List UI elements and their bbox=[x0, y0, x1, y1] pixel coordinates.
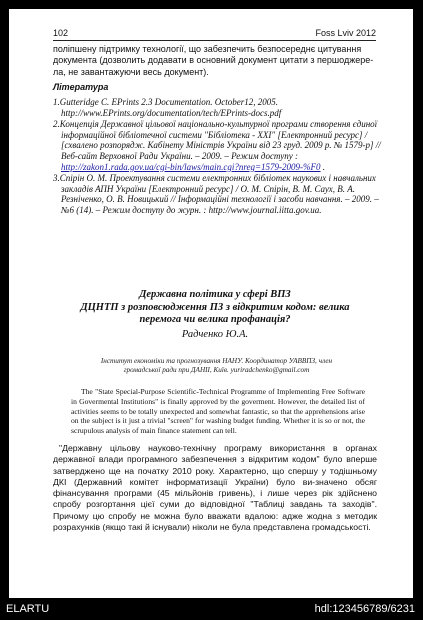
status-bar bbox=[0, 598, 423, 620]
reference-item bbox=[53, 119, 383, 172]
reference-list bbox=[53, 97, 383, 217]
reference-number: 3. bbox=[53, 173, 60, 184]
header-rule bbox=[53, 40, 376, 41]
conference-name: Foss Lviv 2012 bbox=[315, 28, 376, 38]
article-title bbox=[53, 289, 377, 327]
body-paragraph: "Державну цільову науково-технічну програму використання в органах державної влади програмного забезпечення з відкритим кодом" було вперше затверджено ще на початку 2010 року. Характерно, що спершу у тодішньому ДКІ (Державний комітет інформатизації України) було ви-значено обсяг фінансування програми (45 мільйонів гривень), і лише через рік здійснено спробу розгортання цієї суми до відповідної "Таблиці завдань та заходів". Причому цю спробу не можна було вважати вдалою: адже жодна з методик розрахунків (якщо такі й існували) ніколи не була представлена громадськості. bbox=[53, 443, 377, 533]
reference-number: 1. bbox=[53, 97, 60, 107]
reference-text: Концепція Державної цільової національно-культурної програми створення єдиної інформаційної бібліотечної системи "Бібліотека - XXI" [Електронний ресурс] / [схвалено розпорядж. Кабінету Міністрів України від 23 груд. 2009 р. № 1579-р] // Веб-сайт Верховної Ради України. – 2009. – Режим доступу : bbox=[59, 119, 381, 161]
reference-tail: . bbox=[320, 161, 326, 172]
reference-text: Gutteridge C. EPrints 2.3 Documentation. October12, 2005. http://www.EPrints.org/documentation/tech/EPrints-docs.pdf bbox=[59, 97, 282, 118]
repository-name: ELARTU bbox=[6, 603, 50, 615]
reference-number: 2. bbox=[53, 119, 60, 130]
handle-id[interactable]: hdl:123456789/6231 bbox=[314, 603, 415, 615]
literature-heading: Література bbox=[53, 82, 109, 92]
author-affiliation bbox=[69, 357, 364, 376]
article-title-line: перемога чи велика профанація? bbox=[139, 314, 291, 326]
article-title-line: Державна політика у сфері ВПЗ bbox=[139, 289, 291, 300]
reference-item bbox=[53, 173, 383, 215]
article-title-line: ДЦНТП з розповсюдження ПЗ з відкритим кодом: велика bbox=[80, 301, 350, 313]
document-page bbox=[9, 9, 413, 598]
reference-item bbox=[53, 97, 383, 118]
page-number: 102 bbox=[53, 28, 69, 38]
affiliation-line: громадської ради при ДАНІІ, Київ. yuriradchenko@gmail.com bbox=[123, 366, 310, 375]
intro-paragraph: поліпшену підтримку технології, що забезпечить безпосереднє цитування документа (дозволить додавати в основний документ цитати з першоджере-ла, не завантажуючи весь документ). bbox=[53, 44, 374, 77]
abstract: The "State Special-Purpose Scientific-Technical Programme of Implementing Free Software in Govermental Institutions" is finally approved by the goverment. However, the detailed list of activities seems to be totally unexpected and somewhat fantastic, so that the apprehensions arise on the subject is it just a trivial "screen" for washing budget funding. Whether it is so or not, the scrupulous analysis of main finance statement can tell. bbox=[71, 387, 365, 436]
reference-text: Спірін О. М. Проектування системи електронних бібліотек наукових і навчальних закладів АПН України [Електронний ресурс] / О. М. Спірін, В. М. Саух, В. А. Резніченко, О. В. Новицький // Інформаційні технології і засоби навчання. – 2009. – №6 (14). – Режим доступу до журн. : http://www.journal.iitta.gov.ua. bbox=[59, 173, 379, 215]
page-header bbox=[53, 28, 376, 42]
reference-link[interactable]: http://zakon1.rada.gov.ua/cgi-bin/laws/main.cgi?nreg=1579-2009-%F0 bbox=[61, 161, 321, 172]
affiliation-line: Інститут економіки та прогнозування НАНУ. Координатор УАВВПЗ, член bbox=[100, 357, 333, 365]
article-author: Радченко Ю.А. bbox=[181, 329, 249, 340]
